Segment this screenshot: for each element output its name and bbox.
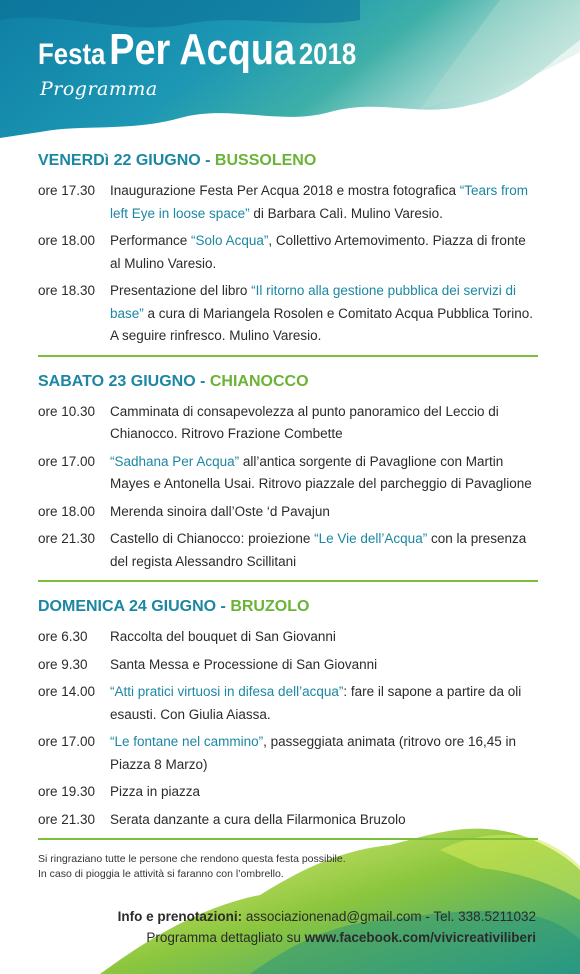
day-heading: SABATO 23 GIUGNO - CHIANOCCO [38,372,309,390]
event-time: ore 17.00 [38,453,96,469]
page-title [38,25,357,74]
phone-number[interactable]: Tel. 338.5211032 [433,909,536,924]
event-text: Serata danzante a cura della Filarmonica Bruzolo [110,811,406,827]
event-time: ore 9.30 [38,656,88,672]
program-content [38,148,538,882]
event-description [110,781,538,804]
event-highlight: “Il ritorno alla gestione pubblica dei servizi di base” [110,283,516,321]
day-date: VENERDì 22 GIUGNO [38,152,201,169]
program-line [118,927,536,948]
contact-separator: - [421,909,434,924]
event-text: Performance [110,233,192,248]
event-text: Castello di Chianocco: proiezione [110,531,315,546]
event-time: ore 18.30 [38,283,96,298]
event-row [38,781,538,804]
event-row [38,731,538,776]
event-highlight: “Solo Acqua” [191,233,269,248]
contact-line [118,906,536,927]
event-text: con la presenza del regista Alessandro Scillitani [110,531,527,569]
event-description [110,280,538,348]
event-row [38,626,538,649]
day-section-friday [38,148,538,348]
event-time: ore 18.00 [38,233,96,248]
event-row [38,230,538,275]
event-text: Merenda sinoira dall’Oste ‘d Pavajun [110,503,330,519]
email-link[interactable]: associazionenad@gmail.com [245,909,422,924]
event-row [38,654,538,677]
event-description [110,809,538,832]
day-date: DOMENICA 24 GIUGNO [38,598,217,615]
title-main: Per Acqua [109,25,296,74]
event-time: ore 17.00 [38,734,96,749]
event-time: ore 6.30 [38,629,88,644]
event-description [110,654,538,677]
day-section-sunday [38,594,538,831]
day-place: BUSSOLENO [214,152,317,169]
event-row [38,401,538,446]
event-description [110,451,538,496]
event-highlight: “Sadhana Per Acqua” [110,453,240,469]
event-highlight: “Le fontane nel cammino” [110,734,264,749]
website-link[interactable]: www.facebook.com/vivicreativiliberi [304,930,536,945]
event-time: ore 18.00 [38,503,96,519]
info-label: Info e prenotazioni: [117,909,243,924]
event-time: ore 14.00 [38,684,96,699]
event-description [110,230,538,275]
event-highlight: “Tears from left Eye in loose space” [110,183,528,221]
event-text: , passeggiata animata (ritrovo ore 16,45 in Piazza 8 Marzo) [110,734,516,772]
event-highlight: “Atti pratici virtuosi in difesa dell’acqua” [110,684,344,699]
title-festa: Festa [38,38,106,71]
event-description [110,528,538,573]
day-heading: VENERDì 22 GIUGNO - BUSSOLENO [38,152,317,169]
event-description [110,180,538,225]
event-row [38,501,538,524]
day-place: CHIANOCCO [209,372,309,390]
section-divider [38,355,538,357]
event-description [110,501,538,524]
day-section-saturday [38,369,538,574]
event-text: all’antica sorgente di Pavaglione con Martin Mayes e Antonella Usai. Ritrovo piazzale del parcheggio di Pavaglione [110,453,532,491]
program-text: Programma dettagliato su [146,930,301,945]
event-row [38,280,538,348]
event-text: Inaugurazione Festa Per Acqua 2018 e mostra fotografica [110,183,460,198]
event-row [38,451,538,496]
section-divider [38,580,538,582]
header [38,25,408,100]
event-description [110,681,538,726]
event-text: Camminata di consapevolezza al punto panoramico del Leccio di Chianocco. Ritrovo Frazione Combette [110,403,499,441]
event-text: : fare il sapone a partire da oli esausti. Con Giulia Aiassa. [110,684,522,722]
footnote-thanks: Si ringraziano tutte le persone che rendono questa festa possibile. [38,853,346,865]
day-heading: DOMENICA 24 GIUGNO - BRUZOLO [38,598,310,615]
section-divider [38,838,538,840]
footnote [38,852,538,882]
event-row [38,180,538,225]
event-row [38,528,538,573]
event-description [110,731,538,776]
day-place: BRUZOLO [230,598,310,615]
event-description [110,401,538,446]
event-time: ore 21.30 [38,811,96,827]
event-highlight: “Le Vie dell’Acqua” [314,531,428,546]
page-subtitle: Programma [40,78,158,100]
contact-block [118,906,536,948]
event-time: ore 19.30 [38,784,96,799]
event-text: Pizza in piazza [110,784,201,799]
event-text: Raccolta del bouquet di San Giovanni [110,629,336,644]
event-text: di Barbara Calì. Mulino Varesio. [249,205,443,221]
event-text: , Collettivo Artemovimento. Piazza di fronte al Mulino Varesio. [110,233,526,271]
title-year: 2018 [298,38,357,71]
event-text: Presentazione del libro [110,283,252,298]
event-text: a cura di Mariangela Rosolen e Comitato Acqua Pubblica Torino. A seguire rinfresco. Mulino Varesio. [110,305,534,343]
event-description [110,626,538,649]
event-time: ore 10.30 [38,403,96,419]
day-date: SABATO 23 GIUGNO [38,372,196,390]
event-row [38,809,538,832]
event-time: ore 21.30 [38,531,96,546]
footnote-rain: In caso di pioggia le attività si faranno con l’ombrello. [38,868,284,880]
event-time: ore 17.30 [38,183,96,198]
event-row [38,681,538,726]
event-text: Santa Messa e Processione di San Giovanni [110,656,378,672]
